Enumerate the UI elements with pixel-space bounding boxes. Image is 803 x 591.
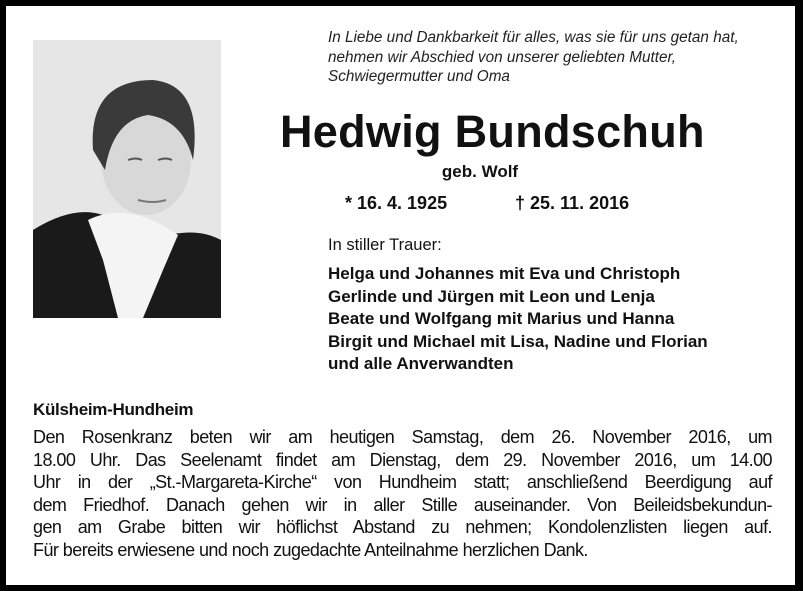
mourning-label: In stiller Trauer: xyxy=(328,236,442,254)
intro-line: In Liebe und Dankbarkeit für alles, was sie für uns getan hat, xyxy=(328,29,739,46)
intro-line: nehmen wir Abschied von unserer geliebten Mutter, xyxy=(328,48,677,66)
death-date: † 25. 11. 2016 xyxy=(515,193,630,213)
funeral-details xyxy=(33,426,772,562)
intro-line: Schwiegermutter und Oma xyxy=(328,68,510,85)
place-heading: Külsheim-Hundheim xyxy=(33,400,194,419)
family-line: und alle Anverwandten xyxy=(328,354,514,374)
deceased-name: Hedwig Bundschuh xyxy=(280,106,705,157)
body-line: Für bereits erwiesene und noch zugedachte Anteilnahme herzlichen Dank. xyxy=(33,539,588,560)
family-line: Gerlinde und Jürgen mit Leon und Lenja xyxy=(328,286,655,306)
birth-date: * 16. 4. 1925 xyxy=(345,193,448,213)
intro-text xyxy=(328,28,739,87)
family-line: Helga und Johannes mit Eva und Christoph xyxy=(328,264,681,283)
family-line: Beate und Wolfgang mit Marius und Hanna xyxy=(328,309,675,329)
body-line: Uhr in der „St.-Margareta-Kirche“ von Hundheim statt; anschließend Beerdigung auf xyxy=(33,472,772,493)
body-line: Den Rosenkranz beten wir am heutigen Samstag, dem 26. November 2016, um xyxy=(33,427,772,447)
maiden-name: geb. Wolf xyxy=(441,162,519,181)
family-list xyxy=(328,263,708,376)
family-line: Birgit und Michael mit Lisa, Nadine und Florian xyxy=(328,331,708,351)
body-line: 18.00 Uhr. Das Seelenamt findet am Dienstag, dem 29. November 2016, um 14.00 xyxy=(33,449,772,470)
portrait-photo xyxy=(33,40,221,318)
body-line: dem Friedhof. Danach gehen wir in aller Stille auseinander. Von Beileidsbekundun- xyxy=(33,494,772,515)
body-line: gen am Grabe bitten wir höflichst Abstand zu nehmen; Kondolenzlisten liegen auf. xyxy=(33,517,772,538)
